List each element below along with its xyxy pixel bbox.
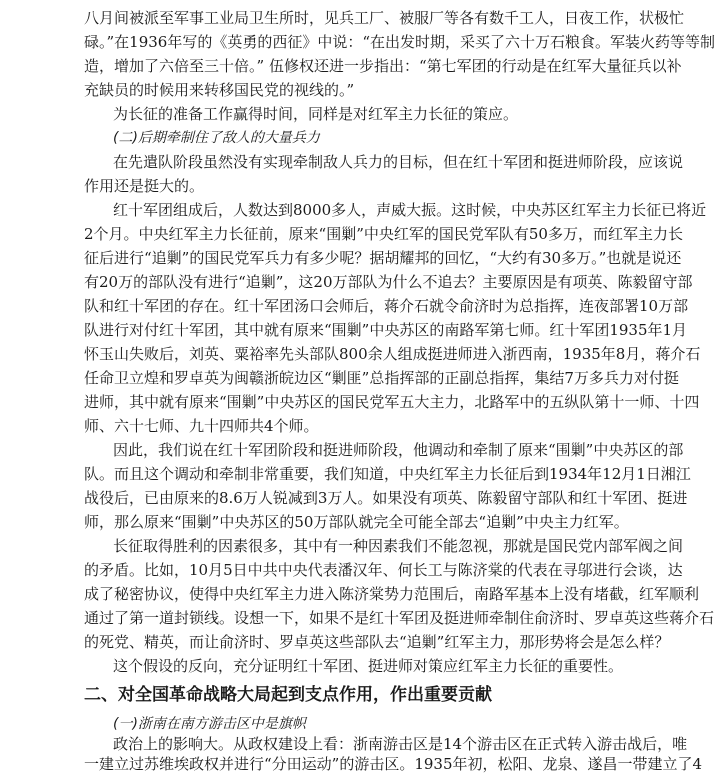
subsection-heading: (二)后期牵制住了敌人的大量兵力 <box>113 130 320 146</box>
text-line: 进师，其中就有原来“围剿”中央苏区的国民党军五大主力，北路军中的五纵队第十一师、十四 <box>84 393 700 411</box>
text-line: 战役后，已由原来的8.6万人锐减到3万人。如果没有项英、陈毅留守部队和红十军团、挺进 <box>84 489 688 507</box>
text-line: 充缺员的时候用来转移国民党的视线的。” <box>84 81 355 99</box>
text-line: 成了秘密协议，使得中央红军主力进入陈济棠势力范围后，南路军基本上没有堵截，红军顺利 <box>84 585 700 603</box>
text-line: 在先遣队阶段虽然没有实现牵制敌人兵力的目标，但在红十军团和挺进师阶段，应该说 <box>113 153 684 171</box>
text-line: 政治上的影响大。从政权建设上看：浙南游击区是14个游击区在正式转入游击战后，唯 <box>113 735 688 753</box>
text-line: 作用还是挺大的。 <box>84 177 205 195</box>
text-line: 队。而且这个调动和牵制非常重要，我们知道，中央红军主力长征后到1934年12月1日湘江 <box>84 465 691 483</box>
text-line: 的矛盾。比如，10月5日中共中央代表潘汉年、何长工与陈济棠的代表在寻邬进行会谈，达 <box>84 561 683 579</box>
text-line: 师，那么原来“围剿”中央苏区的50万部队就完全可能全部去“追剿”中央主力红军。 <box>84 513 629 531</box>
text-line: 队和红十军团的存在。红十军团汤口会师后，蒋介石就令俞济时为总指挥，连夜部署10万部 <box>84 297 689 315</box>
text-line: 长征取得胜利的因素很多，其中有一种因素我们不能忽视，那就是国民党内部军阀之间 <box>113 537 684 555</box>
text-line: 八月间被派至军事工业局卫生所时，见兵工厂、被服厂等各有数千工人，日夜工作，状极忙 <box>84 9 685 27</box>
text-line: 通过了第一道封锁线。设想一下，如果不是红十军团及挺进师牵制住俞济时、罗卓英这些蒋介石 <box>84 609 715 627</box>
text-line: 师、六十七师、九十四师共4个师。 <box>84 417 319 435</box>
text-line: 怀玉山失败后，刘英、粟裕率先头部队800余人组成挺进师进入浙西南，1935年8月，蒋介石 <box>84 345 701 363</box>
text-line: 因此，我们说在红十军团阶段和挺进师阶段，他调动和牵制了原来“围剿”中央苏区的部 <box>113 441 684 459</box>
text-line: 任命卫立煌和罗卓英为闽赣浙皖边区“剿匪”总指挥部的正副总指挥，集结7万多兵力对付挺 <box>84 369 679 387</box>
subsection-heading: (一)浙南在南方游击区中是旗帜 <box>113 716 306 732</box>
text-line: 2个月。中央红军主力长征前，原来“围剿”中央红军的国民党军队有50多万，而红军主力长 <box>84 225 683 243</box>
text-line: 征后进行“追剿”的国民党军兵力有多少呢？据胡耀邦的回忆，“大约有30多万。”也就是说还 <box>84 249 682 267</box>
text-line: 这个假设的反向，充分证明红十军团、挺进师对策应红军主力长征的重要性。 <box>113 657 624 675</box>
text-line: 造，增加了六倍至三十倍。” 伍修权还进一步指出：“第七军团的行动是在红军大量征兵以补 <box>84 57 682 75</box>
text-line: 为长征的准备工作赢得时间，同样是对红军主力长征的策应。 <box>113 105 519 123</box>
text-line: 碌。”在1936年写的《英勇的西征》中说：“在出发时期，采买了六十万石粮食。军装火药等等制 <box>84 33 715 51</box>
text-line: 队进行对付红十军团，其中就有原来“围剿”中央苏区的南路军第七师。红十军团1935年1月 <box>84 321 688 339</box>
text-line: 有20万的部队没有进行“追剿”，这20万部队为什么不追去？主要原因是有项英、陈毅留守部 <box>84 273 693 291</box>
text-line: 的死党、精英，而让俞济时、罗卓英这些部队去“追剿”红军主力，那形势将会是怎么样？ <box>84 633 670 651</box>
text-line: 一建立过苏维埃政权并进行“分田运动”的游击区。1935年初，松阳、龙泉、遂昌一带建立了4 <box>84 755 703 773</box>
text-line: 红十军团组成后，人数达到8000多人，声威大振。这时候，中央苏区红军主力长征已将近 <box>113 201 707 219</box>
section-heading: 二、对全国革命战略大局起到支点作用，作出重要贡献 <box>84 685 492 705</box>
